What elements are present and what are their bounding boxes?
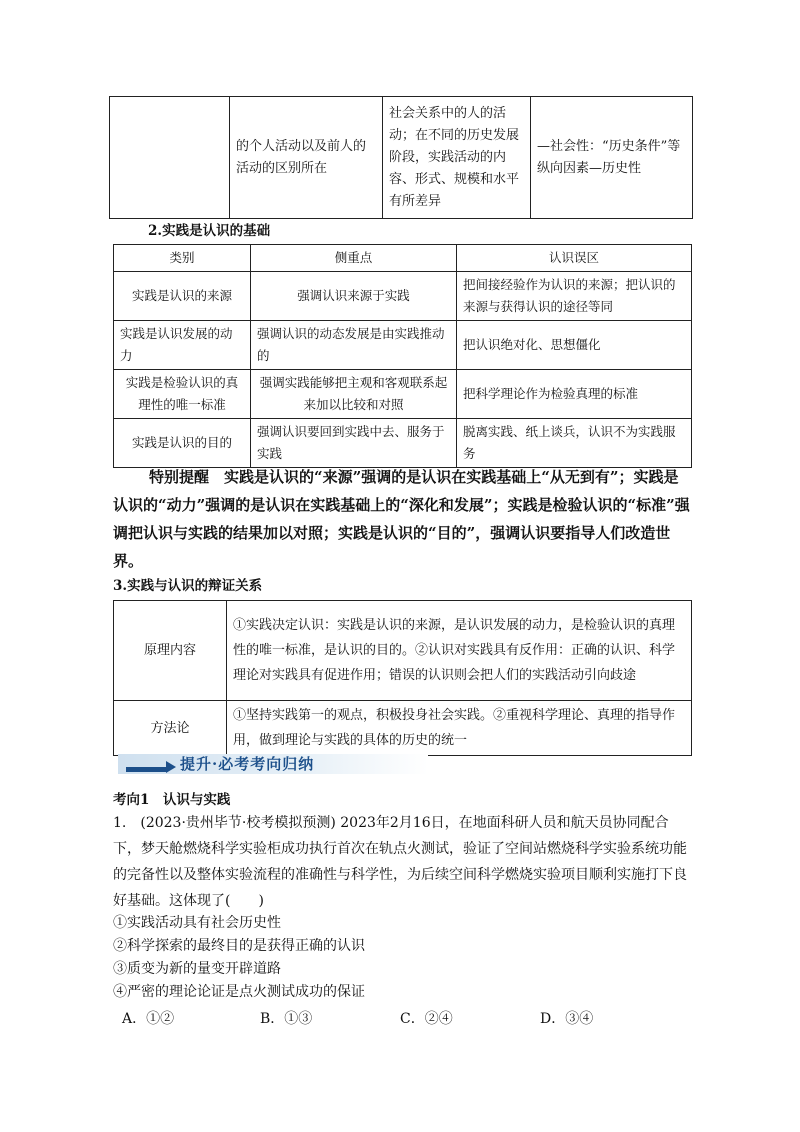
table-row — [114, 321, 692, 370]
table-cell: ①坚持实践第一的观点，积极投身社会实践。②重视科学理论、真理的指导作用，做到理论与实践的具体的历史的统一 — [227, 701, 692, 756]
table-header-row — [114, 245, 692, 272]
table-cell: ①实践决定认识：实践是认识的来源，是认识发展的动力，是检验认识的真理性的唯一标准，是认识的目的。②认识对实践具有反作用：正确的认识、科学理论对实践具有促进作用；错误的认识则会把人们的实践活动引向歧途 — [227, 601, 692, 701]
table-cell: 实践是认识的来源 — [114, 272, 251, 321]
table-row — [114, 370, 692, 419]
special-reminder: 特别提醒 实践是认识的“来源”强调的是认识在实践基础上“从无到有”；实践是认识的“动力”强调的是认识在实践基础上的“深化和发展”；实践是检验认识的“标准”强调把认识与实践的结果加以对照；实践是认识的“目的”，强调认识要指导人们改造世界。 — [113, 468, 690, 570]
arrow-icon — [166, 761, 176, 773]
table-row — [110, 97, 693, 219]
answer-choice-a: A．①② — [122, 1011, 175, 1027]
section-heading: 2.实践是认识的基础 — [148, 223, 271, 239]
table-cell: 方法论 — [114, 701, 227, 756]
table-cell: 实践是认识发展的动力 — [114, 321, 251, 370]
table-row — [114, 419, 692, 468]
table-cell: 把间接经验作为认识的来源；把认识的来源与获得认识的途径等同 — [457, 272, 692, 321]
column-header: 类别 — [114, 245, 251, 272]
topic-subheading: 考向1 认识与实践 — [113, 792, 231, 808]
table-cell: 的个人活动以及前人的活动的区别所在 — [230, 97, 383, 219]
table-cell: 社会关系中的人的活动；在不同的历史发展阶段，实践活动的内容、形式、规模和水平有所差异 — [383, 97, 531, 219]
answer-choice-b: B．①③ — [260, 1011, 313, 1027]
table-cell: 强调实践能够把主观和客观联系起来加以比较和对照 — [251, 370, 457, 419]
table-cell: 实践是检验认识的真理性的唯一标准 — [114, 370, 251, 419]
table-cell: 原理内容 — [114, 601, 227, 701]
table-cell: 强调认识要回到实践中去、服务于实践 — [251, 419, 457, 468]
dialectic-relation-table — [113, 600, 692, 756]
statement-option: ①实践活动具有社会历史性 — [113, 915, 281, 931]
banner-bar-decoration — [126, 767, 166, 772]
statement-option: ②科学探索的最终目的是获得正确的认识 — [113, 938, 365, 954]
table-cell: 强调认识的动态发展是由实践推动的 — [251, 321, 457, 370]
section-heading: 3.实践与认识的辩证关系 — [113, 578, 263, 594]
banner-title: 提升·必考考向归纳 — [180, 755, 315, 773]
statement-option: ④严密的理论论证是点火测试成功的保证 — [113, 984, 365, 1000]
column-header: 侧重点 — [251, 245, 457, 272]
section-banner — [118, 754, 430, 774]
question-text: 1. (2023·贵州毕节·校考模拟预测) 2023年2月16日，在地面科研人员和航天员协同配合下，梦天舱燃烧科学实验柜成功执行首次在轨点火测试，验证了空间站燃烧科学实验系统功能的完备性以及整体实验流程的准确性与科学性，为后续空间科学燃烧实验项目顺利实施打下良好基础。这体现了( ) — [113, 815, 687, 909]
table-cell: 强调认识来源于实践 — [251, 272, 457, 321]
table-cell: —社会性：“历史条件”等纵向因素—历史性 — [531, 97, 693, 219]
answer-choice-d: D．③④ — [540, 1011, 594, 1027]
table-row — [114, 701, 692, 756]
column-header: 认识误区 — [457, 245, 692, 272]
table-row — [114, 272, 692, 321]
table-cell: 把科学理论作为检验真理的标准 — [457, 370, 692, 419]
table-cell: 实践是认识的目的 — [114, 419, 251, 468]
statement-option: ③质变为新的量变开辟道路 — [113, 961, 281, 977]
table-continued — [109, 96, 693, 219]
table-cell: 脱离实践、纸上谈兵，认识不为实践服务 — [457, 419, 692, 468]
table-row — [114, 601, 692, 701]
table-cell-empty — [110, 97, 230, 219]
answer-choice-c: C．②④ — [400, 1011, 453, 1027]
practice-basis-table — [113, 244, 692, 468]
table-cell: 把认识绝对化、思想僵化 — [457, 321, 692, 370]
